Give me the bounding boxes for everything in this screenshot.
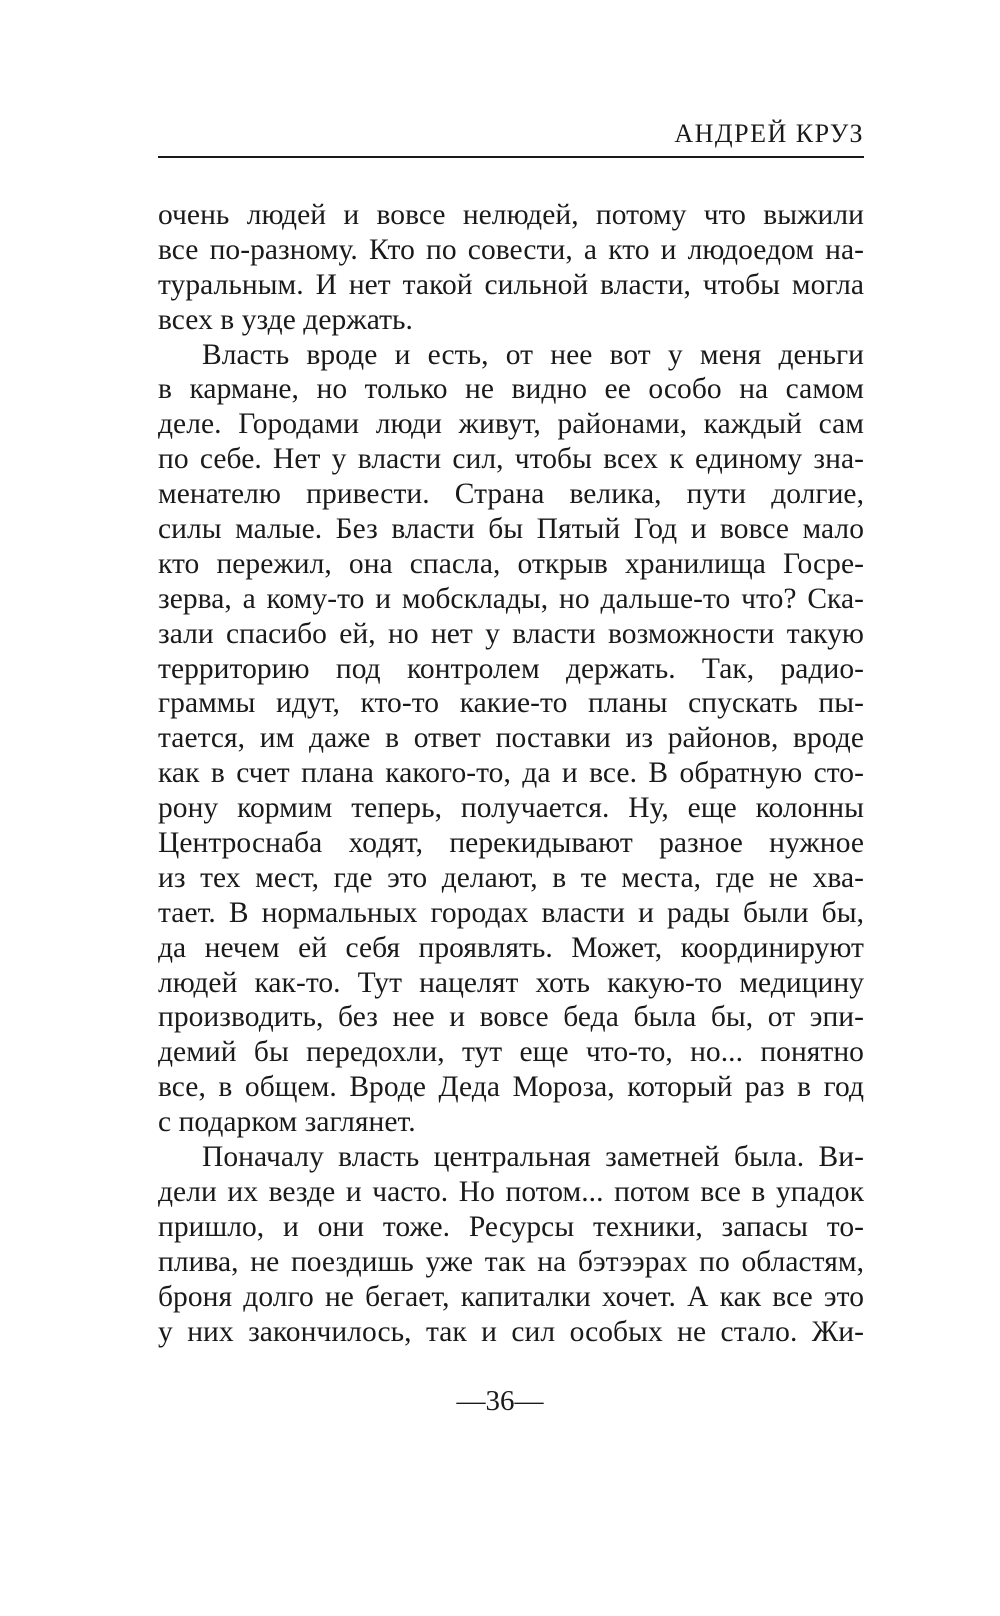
text-line: очень людей и вовсе нелюдей, потому что выжили [158,199,864,231]
text-line: Центроснаба ходят, перекидывают разное нужное [158,827,864,860]
text-line: из тех мест, где это делают, в те места, где не хва- [158,861,864,894]
text-line: в кармане, но только не видно ее особо на самом [158,373,864,406]
text-line: у них закончилось, так и сил особых не стало. Жи- [158,1315,864,1348]
paragraph [158,338,864,1140]
text-line: с подарком заглянет. [158,1106,416,1139]
text-line: менателю привести. Страна велика, пути долгие, [158,478,864,511]
text-line: Поначалу власть центральная заметней была. Ви- [202,1141,864,1174]
body-text [158,198,864,1349]
text-line: да нечем ей себя проявлять. Может, координируют [158,931,864,964]
text-line: пришло, и они тоже. Ресурсы техники, запасы то- [158,1210,864,1243]
header-rule [158,156,864,158]
page-number: —36— [456,1385,544,1417]
text-line: тается, им даже в ответ поставки из районов, вроде [158,722,864,755]
paragraph [158,198,864,338]
text-line: всех в узде держать. [158,303,413,336]
text-line: Власть вроде и есть, от нее вот у меня деньги [202,338,864,371]
text-line: дели их везде и часто. Но потом... потом все в упадок [158,1175,864,1208]
running-head-author: АНДРЕЙ КРУЗ [674,119,864,148]
text-line: демий бы передохли, тут еще что-то, но... понятно [158,1036,864,1069]
text-line: все по-разному. Кто по совести, а кто и людоедом на- [158,233,864,266]
text-line: зерва, а кому-то и мобсклады, но дальше-то что? Ска- [158,582,864,615]
text-line: людей как-то. Тут нацелят хоть какую-то медицину [158,966,864,999]
text-line: туральным. И нет такой сильной власти, чтобы могла [158,268,864,301]
text-line: силы малые. Без власти бы Пятый Год и вовсе мало [158,513,864,546]
text-line: броня долго не бегает, капиталки хочет. А как все это [158,1280,864,1313]
text-line: тает. В нормальных городах власти и рады были бы, [158,896,864,929]
text-line: зали спасибо ей, но нет у власти возможности такую [158,617,864,650]
paragraph [158,1140,864,1349]
text-line: территорию под контролем держать. Так, радио- [158,652,864,685]
text-line: кто пережил, она спасла, открыв хранилища Госре- [158,547,864,580]
text-line: производить, без нее и вовсе беда была бы, от эпи- [158,1001,864,1034]
text-line: по себе. Нет у власти сил, чтобы всех к единому зна- [158,443,864,476]
text-line: граммы идут, кто-то какие-то планы спускать пы- [158,687,864,720]
text-line: рону кормим теперь, получается. Ну, еще колонны [158,792,864,825]
text-line: как в счет плана какого-то, да и все. В обратную сто- [158,757,864,790]
text-line: деле. Городами люди живут, районами, каждый сам [158,408,864,441]
text-line: плива, не поездишь уже так на бэтээрах по областям, [158,1245,864,1278]
text-line: все, в общем. Вроде Деда Мороза, который раз в год [158,1071,864,1104]
